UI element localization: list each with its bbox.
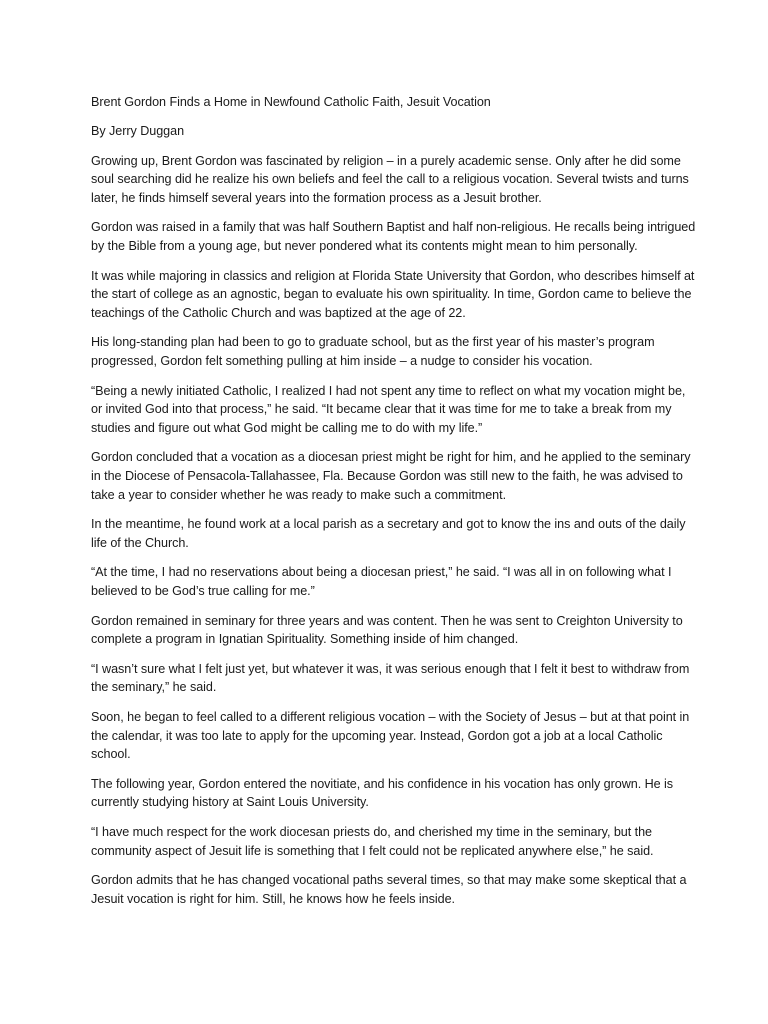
paragraph: “At the time, I had no reservations about being a diocesan priest,” he said. “I was all in on following what I believed to be God’s true calling for me.” (91, 565, 672, 599)
paragraph: Growing up, Brent Gordon was fascinated by religion – in a purely academic sense. Only after he did some soul searching did he realize his own beliefs and feel the call to a religious vocation. Several twists and turns later, he finds himself several years into the formation process as a Jesuit brother. (91, 153, 689, 206)
paragraph: “Being a newly initiated Catholic, I realized I had not spent any time to reflect on what my vocation might be, or invited God into that process,” he said. “It became clear that it was time for me to take a break from my studies and figure out what God might be calling me to do with my life.” (91, 383, 686, 436)
paragraph: Soon, he began to feel called to a different religious vocation – with the Society of Jesus – but at that point in the calendar, it was too late to apply for the upcoming year. Instead, Gordon got a job at a local Catholic school. (91, 709, 690, 762)
paragraph: Gordon admits that he has changed vocational paths several times, so that may make some skeptical that a Jesuit vocation is right for him. Still, he knows how he feels inside. (91, 872, 687, 906)
paragraph: Gordon was raised in a family that was half Southern Baptist and half non-religious. He recalls being intrigued by the Bible from a young age, but never pondered what its contents might mean to him personally. (91, 220, 696, 254)
paragraph: The following year, Gordon entered the novitiate, and his confidence in his vocation has only grown. He is currently studying history at Saint Louis University. (91, 776, 674, 810)
paragraph: “I wasn’t sure what I felt just yet, but whatever it was, it was serious enough that I felt it best to withdraw from the seminary,” he said. (91, 661, 690, 695)
paragraph: Gordon remained in seminary for three years and was content. Then he was sent to Creighton University to complete a program in Ignatian Spirituality. Something inside of him changed. (91, 613, 683, 647)
paragraph: His long-standing plan had been to go to graduate school, but as the first year of his master’s program progressed, Gordon felt something pulling at him inside – a nudge to consider his vocation. (91, 335, 655, 369)
article-title: Brent Gordon Finds a Home in Newfound Catholic Faith, Jesuit Vocation (91, 95, 491, 109)
paragraph: “I have much respect for the work diocesan priests do, and cherished my time in the seminary, but the community aspect of Jesuit life is something that I felt could not be replicated anywhere else,” he said. (91, 824, 654, 858)
paragraph: In the meantime, he found work at a local parish as a secretary and got to know the ins and outs of the daily life of the Church. (91, 517, 686, 551)
article-byline: By Jerry Duggan (91, 124, 185, 139)
paragraph: It was while majoring in classics and religion at Florida State University that Gordon, who describes himself at the start of college as an agnostic, began to evaluate his own spirituality. In time, Gordon came to believe the teachings of the Catholic Church and was baptized at the age of 22. (91, 268, 695, 321)
paragraph: Gordon concluded that a vocation as a diocesan priest might be right for him, and he applied to the seminary in the Diocese of Pensacola-Tallahassee, Fla. Because Gordon was still new to the faith, he was advised to take a year to consider whether he was ready to make such a commitment. (91, 450, 691, 503)
